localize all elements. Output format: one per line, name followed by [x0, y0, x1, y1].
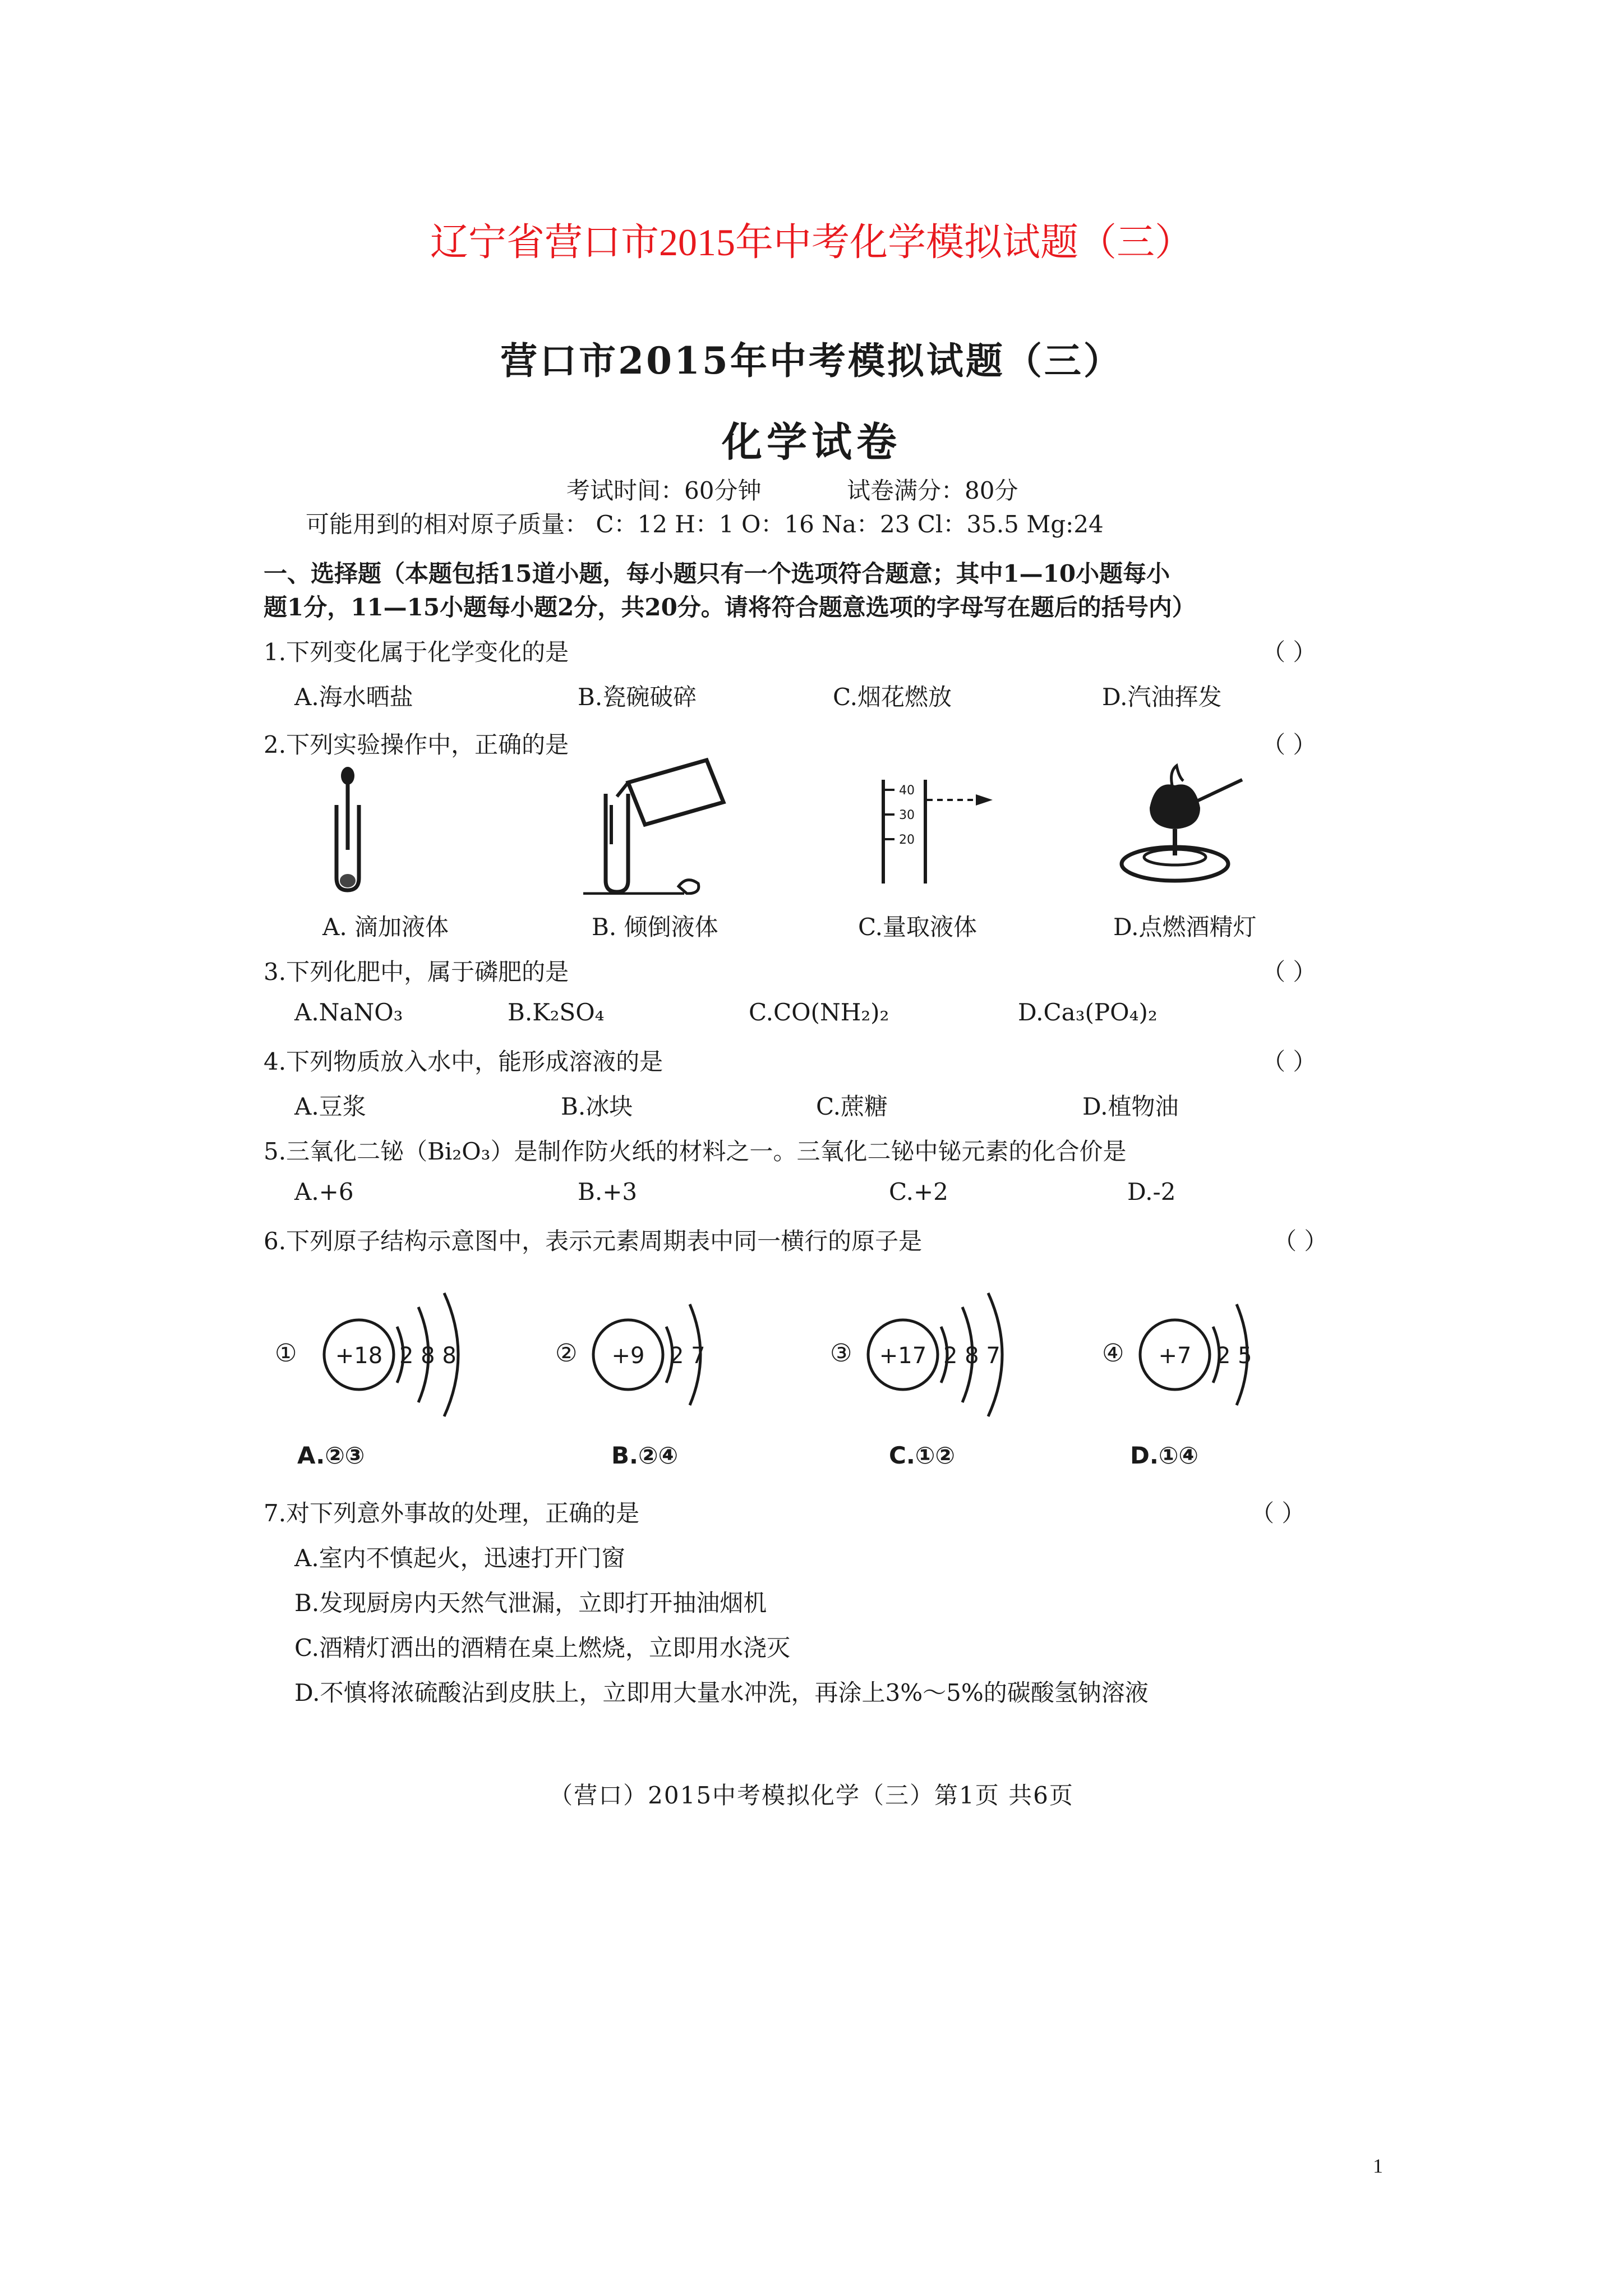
- subject-title: 化学试卷: [721, 418, 901, 466]
- exam-time: 考试时间：60分钟: [566, 477, 762, 504]
- page-footer: （营口）2015中考模拟化学（三）第1页 共6页: [549, 1782, 1074, 1809]
- q1-option-a: A.海水晒盐: [294, 683, 413, 711]
- answer-blank-4: （ ）: [1262, 1048, 1317, 1075]
- q2-option-b: B. 倾倒液体: [592, 913, 718, 941]
- question-2-stem: 2.下列实验操作中，正确的是: [264, 731, 569, 758]
- atom-diagram-1: [275, 1282, 488, 1428]
- atom-1-index: ①: [275, 1339, 297, 1368]
- q4-option-d: D.植物油: [1082, 1093, 1179, 1120]
- atom-2-index: ②: [555, 1339, 578, 1368]
- q7-option-c: C.酒精灯洒出的酒精在桌上燃烧，立即用水浇灭: [294, 1634, 790, 1662]
- atom-1-shells: 2 8 8: [399, 1343, 457, 1369]
- section-instructions-line1: 一、选择题（本题包括15道小题，每小题只有一个选项符合题意；其中1—10小题每小: [264, 560, 1170, 587]
- q6-option-a: A.②③: [297, 1442, 365, 1469]
- q6-option-d: D.①④: [1130, 1442, 1198, 1469]
- pouring-liquid-illustration: [572, 749, 735, 895]
- answer-blank-1: （ ）: [1262, 638, 1317, 666]
- atom-1-nucleus: +18: [335, 1343, 383, 1369]
- answer-blank-2: （ ）: [1262, 731, 1317, 758]
- question-4-stem: 4.下列物质放入水中，能形成溶液的是: [264, 1048, 663, 1075]
- q5-option-a: A.+6: [294, 1178, 354, 1205]
- q1-option-b: B.瓷碗破碎: [578, 683, 697, 711]
- exam-title: 营口市2015年中考模拟试题（三）: [500, 339, 1123, 383]
- dropper-test-tube-illustration: [314, 766, 387, 895]
- question-3-stem: 3.下列化肥中，属于磷肥的是: [264, 958, 569, 986]
- full-score: 试卷满分：80分: [847, 477, 1018, 504]
- cylinder-mark-40: 40: [899, 784, 915, 798]
- page-number: 1: [1373, 2155, 1383, 2177]
- q5-option-d: D.-2: [1127, 1178, 1176, 1205]
- atomic-masses: 可能用到的相对原子质量： C：12 H：1 O：16 Na：23 Cl：35.5 Mg:24: [306, 510, 1104, 538]
- answer-blank-6: （ ）: [1273, 1227, 1328, 1255]
- q3-option-b: B.K₂SO₄: [508, 999, 605, 1026]
- q4-option-a: A.豆浆: [294, 1093, 366, 1120]
- q6-option-c: C.①②: [889, 1442, 955, 1469]
- q2-option-c: C.量取液体: [858, 913, 977, 941]
- atom-2-nucleus: +9: [611, 1343, 645, 1369]
- q4-option-c: C.蔗糖: [816, 1093, 888, 1120]
- q1-option-d: D.汽油挥发: [1102, 683, 1222, 711]
- alcohol-lamp-illustration: [1116, 763, 1251, 892]
- atom-3-nucleus: +17: [879, 1343, 927, 1369]
- atom-4-nucleus: +7: [1158, 1343, 1192, 1369]
- q1-option-c: C.烟花燃放: [833, 683, 952, 711]
- answer-blank-7: （ ）: [1251, 1499, 1306, 1527]
- cylinder-mark-30: 30: [899, 808, 915, 822]
- question-7-stem: 7.对下列意外事故的处理，正确的是: [264, 1499, 640, 1527]
- answer-blank-3: （ ）: [1262, 958, 1317, 986]
- document-title: 辽宁省营口市2015年中考化学模拟试题（三）: [430, 221, 1193, 264]
- atom-3-shells: 2 8 7: [943, 1343, 1000, 1369]
- q6-option-b: B.②④: [611, 1442, 679, 1469]
- atom-4-index: ④: [1102, 1339, 1124, 1368]
- atom-diagram-2: [555, 1282, 746, 1428]
- cylinder-mark-20: 20: [899, 833, 915, 847]
- section-instructions-line2: 题1分，11—15小题每小题2分，共20分。请将符合题意选项的字母写在题后的括号内）: [264, 593, 1196, 621]
- graduated-cylinder-illustration: [872, 774, 1001, 886]
- question-1-stem: 1.下列变化属于化学变化的是: [264, 638, 569, 666]
- q3-option-c: C.CO(NH₂)₂: [749, 999, 889, 1026]
- q3-option-a: A.NaNO₃: [294, 999, 403, 1026]
- q7-option-b: B.发现厨房内天然气泄漏，立即打开抽油烟机: [294, 1589, 767, 1617]
- atom-diagram-3: [830, 1282, 1043, 1428]
- atom-2-shells: 2 7: [670, 1343, 706, 1369]
- question-6-stem: 6.下列原子结构示意图中，表示元素周期表中同一横行的原子是: [264, 1227, 923, 1255]
- q5-option-c: C.+2: [889, 1178, 948, 1205]
- q7-option-d: D.不慎将浓硫酸沾到皮肤上，立即用大量水冲洗，再涂上3%～5%的碳酸氢钠溶液: [294, 1679, 1149, 1706]
- q2-option-d: D.点燃酒精灯: [1113, 913, 1257, 941]
- atom-3-index: ③: [830, 1339, 852, 1368]
- q5-option-b: B.+3: [578, 1178, 638, 1205]
- atom-4-shells: 2 5: [1216, 1343, 1252, 1369]
- q2-option-a: A. 滴加液体: [322, 913, 449, 941]
- q4-option-b: B.冰块: [561, 1093, 633, 1120]
- atom-diagram-4: [1102, 1282, 1293, 1428]
- question-5-stem: 5.三氧化二铋（Bi₂O₃）是制作防火纸的材料之一。三氧化二铋中铋元素的化合价是: [264, 1138, 1127, 1165]
- q3-option-d: D.Ca₃(PO₄)₂: [1018, 999, 1158, 1026]
- q7-option-a: A.室内不慎起火，迅速打开门窗: [294, 1544, 625, 1572]
